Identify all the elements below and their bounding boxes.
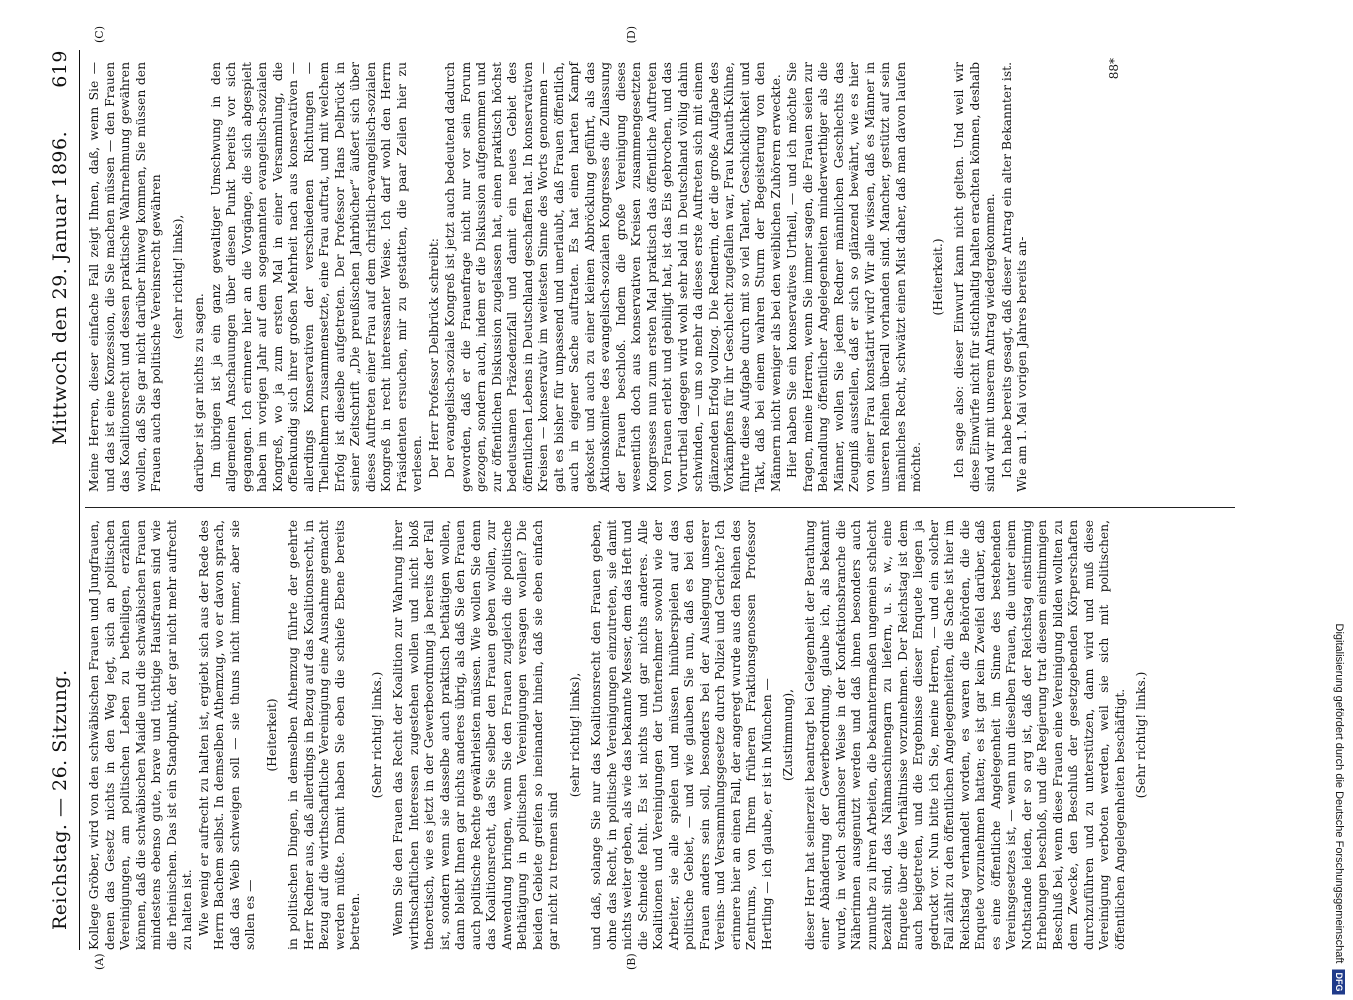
paragraph: Wie wenig er aufrecht zu halten ist, ergiebt sich aus der Rede des Herrn Bachem selbst. In demselben Athemzug, wo er davon sprach, daß das Weib schweigen soll — sie thuns nicht immer, aber sie sollen es — <box>196 520 257 950</box>
right-column <box>87 62 1032 492</box>
side-margin <box>1329 10 1349 995</box>
paragraph: darüber ist gar nichts zu sagen. <box>192 293 206 492</box>
page-header <box>49 50 75 950</box>
header-rule <box>79 50 80 950</box>
quotation: Der evangelisch-soziale Kongreß ist jetzt auch bedeutend dadurch geworden, daß er die Frauenfrage nicht nur vor sein Forum gezogen, sondern auch, indem er die Diskussion aufgenommen und zur öffentlichen Diskussion zugelassen hat, einen praktisch höchst bedeutsamen Präzedenzfall und damit ein neues Gebiet des öffentlichen Lebens in Deutschland geschaffen hat. In konservativen Kreisen — konservativ im weitesten Sinne des Worts genommen — galt es bisher für unpassend und unerlaubt, daß Frauen öffentlich, auch in eigener Sache auftraten. Es hat einen harten Kampf gekostet und auch zu einer kleinen Abbröcklung geführt, als das Aktionskomitee des evangelisch-sozialen Kongresses die Zulassung der Frauen beschloß. Indem die große Vereinigung dieses wesentlich doch aus konservativen Kreisen zusammengesetzten Kongresses nun zum ersten Mal praktisch das öffentliche Auftreten von Frauen erlebt und gebilligt hat, ist das Eis gebrochen, und das Vorurtheil dagegen wird wohl sehr bald in Deutschland völlig dahin schwinden, — um so mehr da dieses erste Auftreten sich mit einem glänzenden Erfolg vollzog. Die Rednerin, der die große Aufgabe des Vorkämpfens für ihr Geschlecht zugefallen war, Frau Knauth-Kühne, führte diese Aufgabe durch mit so viel Talent, Geschicklichkeit und Takt, daß bei einem wahren Sturm der Begeisterung von den Männern nicht weniger als bei den weiblichen Zuhörern erweckte. <box>443 62 783 492</box>
paragraph: Kollege Gröber, wird von den schwäbischen Frauen und Jungfrauen, denen das Gesetz nichts in den Weg legt, sich an politischen Vereinigungen, am politischen Leben zu betheiligen, erzählen können, daß die schwäbischen Maidle und die schwäbischen Frauen mindestens ebenso gute, brave und tüchtige Hausfrauen sind wie die rheinischen. Das ist ein Standpunkt, der gar nicht mehr aufrecht zu halten ist. <box>87 520 194 950</box>
page-number: 619 <box>49 50 71 88</box>
sheet-signature: 88* <box>1107 58 1121 80</box>
dfg-logo: DFG <box>1332 970 1345 995</box>
paragraph: Ich sage also: dieser Einwurf kann nicht gelten. Und weil wir diese Einwürfe nicht für stichhaltig halten erachten können, deshalb sind wir mit unserem Antrag wiedergekommen. <box>952 62 997 492</box>
paragraph: Wenn Sie den Frauen das Recht der Koalition zur Wahrung ihrer wirthschaftlichen Interessen zugestehen wollen und nicht bloß theoretisch, wie es jetzt in der Gewerbeordnung ja bereits der Fall ist, sondern wenn sie dasselbe auch praktisch bethätigen wollen, dann bleibt Ihnen gar nichts anderes übrig, als daß Sie den Frauen auch politische Rechte gewährleisten müssen. Wie wollen Sie denn das Koalitionsrecht, das Sie selber den Frauen geben wollen, zur Anwendung bringen, wenn Sie den Frauen zugleich die politische Bethätigung in politischen Vereinigungen versagen wollen? Die beiden Gebiete greifen so ineinander hinein, daß sie eben einfach gar nicht zu trennen sind <box>391 520 560 950</box>
header-date: Mittwoch den 29. Januar 1896. <box>49 130 71 445</box>
paragraph: Der Herr Professor Delbrück schreibt: <box>426 238 441 478</box>
interjection: (Zustimmung), <box>781 688 795 782</box>
paragraph: Meine Herren, dieser einfache Fall zeigt Ihnen, daß, wenn Sie — und das ist eine Konzession, die Sie machen müssen — den Frauen das Koalitionsrecht und dessen praktische Wahrnehmung gewähren wollen, daß Sie gar nicht darüber hinweg kommen, Sie müssen den Frauen auch das politische Vereinsrecht gewähren <box>87 62 163 492</box>
margin-marker-b: (B) <box>625 953 638 970</box>
margin-marker-d: (D) <box>625 26 638 44</box>
margin-marker-c: (C) <box>93 26 106 43</box>
interjection: (Sehr richtig! links.) <box>369 671 384 799</box>
paragraph: und daß, solange Sie nur das Koalitionsrecht den Frauen geben, ohne das Recht, in politische Vereinigungen einzutreten, sie damit nichts weiter geben, als wie das bekannte Messer, dem das Heft und die Schneide fehlt. Es ist nichts und gar nichts anderes. Alle Koalitionen und Vereinigungen der Unternehmer sowohl wie der Arbeiter, sie alle spielen und müssen hinüberspielen auf das politische Gebiet, — und wie glauben Sie nun, daß es bei den Frauen anders sein soll, besonders bei der Auslegung unserer Vereins- und Versammlungsgesetze durch Polizei und Gerichte? Ich erinnere hier an einen Fall, der angeregt wurde aus den Reihen des Zentrums, von Ihrem früheren Fraktionsgenossen Professor Hertling — ich glaube, er ist in München — <box>589 520 774 950</box>
interjection: (Heiterkeit) <box>264 698 279 772</box>
document-page <box>41 26 1311 970</box>
interjection: (sehr richtig! links), <box>567 672 582 798</box>
interjection: (Heiterkeit.) <box>930 238 945 316</box>
paragraph: in politischen Dingen, in demselben Athemzug führte der geehrte Herr Redner aus, daß allerdings in Bezug auf das Koalitionsrecht, in Bezug auf die wirthschaftliche Vereinigung eine Ausnahme gemacht werden müßte. Damit haben Sie eben die schiefe Ebene bereits betreten. <box>286 520 362 950</box>
paragraph: Hier haben Sie ein konservatives Urtheil, — und ich möchte Sie fragen, meine Herren, wenn Sie immer sagen, die Frauen seien zur Behandlung öffentlicher Angelegenheiten minderwerthiger als die Männer, wollen Sie jedem Redner männlichen Geschlechts das Zeugniß ausstellen, daß er sich so glänzend bewährt, wie es hier von einer Frau konstatirt wird? Wir alle wissen, daß es Männer in unseren Reihen überall vorhanden sind. Mancher, gestützt auf sein männliches Recht, schwätzt einen Mist daher, daß man davon laufen möchte. <box>785 62 923 492</box>
paragraph: Im übrigen ist ja ein ganz gewaltiger Umschwung in den allgemeinen Anschauungen über diesen Punkt bereits vor sich gegangen. Ich erinnere hier an die Vorgänge, die sich abgespielt haben im vorigen Jahr auf dem sogenannten evangelisch-sozialen Kongreß, wo ja zum ersten Mal in einer Versammlung, die offenkundig sich ihrer großen Mehrheit nach aus konservativen — allerdings Konservativen der verschiedenen Richtungen — Theilnehmern zusammensetzte, eine Frau auftrat, und mit welchem Erfolg ist dieselbe aufgetreten. Der Professor Hans Delbrück in seiner Zeitschrift „Die preußischen Jahrbücher“ äußert sich über dieses Auftreten einer Frau auf dem christlich-evangelisch-sozialen Kongreß in recht interessanter Weise. Ich darf wohl den Herrn Präsidenten ersuchen, mir zu gestatten, die paar Zeilen hier zu verlesen. <box>208 62 424 492</box>
left-column <box>87 520 1156 950</box>
paragraph: dieser Herr hat seinerzeit beantragt bei Gelegenheit der Berathung einer Abänderung der Gewerbeordnung, glaube ich, als bekannt wurde, in welch schamloser Weise in der Konfektionsbranche die Näherinnen ausgenutzt werden und daß ihnen besonders auch zumuthe zu ihren Arbeiten, die bekanntermaßen ungemein schlecht bezahlt sind, das Nähmaschinengarn zu liefern, u. s. w., eine Enquete über die Verhältnisse vorzunehmen. Der Reichstag ist dem auch beigetreten, und die Ergebnisse dieser Enquete liegen ja gedruckt vor. Nun bitte ich Sie, meine Herren, — und ein solcher Fall zählt zu den öffentlichen Angelegenheiten, die Sache ist hier im Reichstag verhandelt worden, es waren die Behörden, die die Enquete vorzunehmen hatten; es ist gar kein Zweifel darüber, daß es eine öffentliche Angelegenheit im Sinne des bestehenden Vereinsgesetzes ist, — wenn nun dieselben Frauen, die unter einem Nothstande leiden, der so arg ist, daß der Reichstag einstimmig Erhebungen beschloß, und die Regierung trat diesem einstimmigen Beschluß bei, wenn diese Frauen eine Vereinigung bilden wollten zu dem Zwecke, den Beschluß der gesetzgebenden Körperschaften durchzuführen und zu unterstützen, dann wird und muß diese Vereinigung verboten werden, weil sie sich mit politischen, öffentlichen Angelegenheiten beschäftigt. <box>802 520 1127 950</box>
funding-note <box>1329 10 1349 995</box>
funding-text: Digitalisierung gefördert durch die Deutsche Forschungsgemeinschaft <box>1333 623 1345 964</box>
paragraph: Ich habe bereits gesagt, daß dieser Antrag ein alter Bekannter ist. Wie am 1. Mai vorigen Jahres bereits an- <box>999 62 1029 492</box>
interjection: (sehr richtig! links), <box>170 214 185 340</box>
column-divider <box>85 507 1235 508</box>
header-session: Reichstag. — 26. Sitzung. <box>49 669 71 930</box>
margin-marker-a: (A) <box>93 953 106 970</box>
interjection: (Sehr richtig! links.) <box>1134 671 1148 799</box>
